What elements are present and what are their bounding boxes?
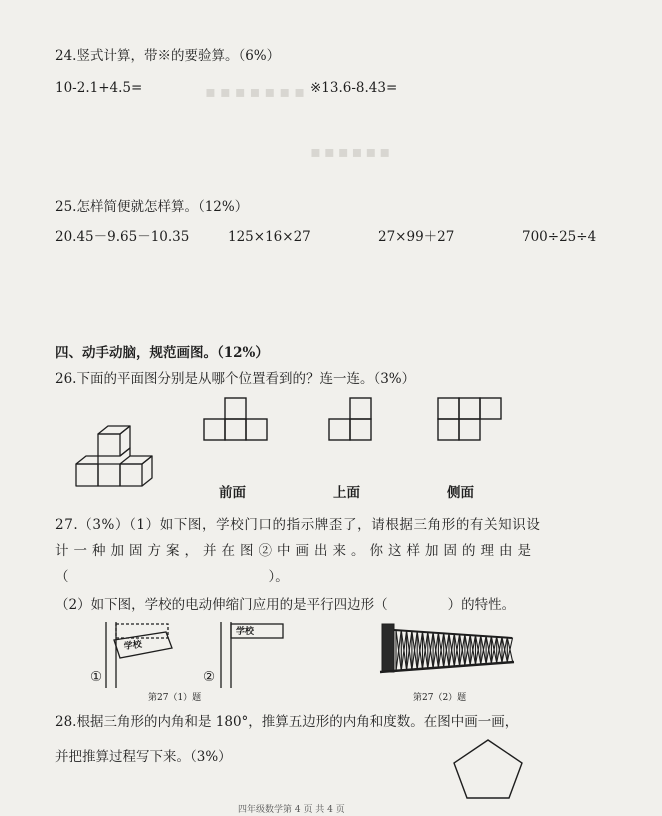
page-footer: 四年级数学第 4 页 共 4 页 [238,805,345,815]
section-4-title: 四、动手动脑，规范画图。（12%） [55,345,269,361]
q28-line-1: 28.根据三角形的内角和是 180°，推算五边形的内角和度数。在图中画一画， [55,714,519,730]
q28-line-2: 并把推算过程写下来。（3%） [55,749,232,765]
answer-paren-close: ）。 [268,569,289,585]
q25-expression-4: 700÷25÷4 [522,229,597,245]
figure-caption-1: 第27（1）题 [148,693,202,703]
q27-line-2: 计一种加固方案，并在图②中画出来。你这样加固的理由是 [55,543,536,559]
q26-title: 26.下面的平面图分别是从哪个位置看到的？连一连。（3%） [55,371,416,387]
bleed-through-text: ▪▪▪▪▪▪ [310,142,394,161]
q27-part2-end: ）的特性。 [447,597,516,613]
plan-view-3 [437,397,503,441]
q24-expression-2: ※13.6-8.43= [310,80,398,96]
retractable-gate-figure [378,618,518,678]
figure-caption-2: 第27（2）题 [413,693,467,703]
q27-line-4 [55,599,515,613]
plan-view-1 [203,397,269,441]
q27-line-3 [55,571,289,585]
q25-expression-2: 125×16×27 [228,229,311,245]
view-label-top: 上面 [333,485,360,501]
view-label-side: 侧面 [447,485,474,501]
q27-line-1: 27.（3%）（1）如下图，学校门口的指示牌歪了，请根据三角形的有关知识设 [55,517,541,533]
q24-title: 24.竖式计算，带※的要验算。（6%） [55,48,281,64]
sign-text-1: 学校 [123,639,143,653]
q27-part2-start: （2）如下图，学校的电动伸缩门应用的是平行四边形（ [55,597,388,613]
q25-expression-1: 20.45－9.65－10.35 [55,229,190,245]
sign-text-2: 学校 [236,627,255,637]
cube-stack-figure [70,422,165,492]
pentagon-figure [452,738,524,800]
bleed-through-text: ▪▪▪▪▪▪▪ [205,82,309,101]
plan-view-2 [327,397,373,441]
q25-title: 25.怎样简便就怎样算。（12%） [55,199,249,215]
q24-expression-1: 10-2.1+4.5= [55,80,143,96]
q25-expression-3: 27×99＋27 [378,229,455,245]
answer-paren-open: （ [55,569,69,585]
figure-marker-1: ① [90,669,103,685]
figure-marker-2: ② [203,669,216,685]
view-label-front: 前面 [219,485,246,501]
